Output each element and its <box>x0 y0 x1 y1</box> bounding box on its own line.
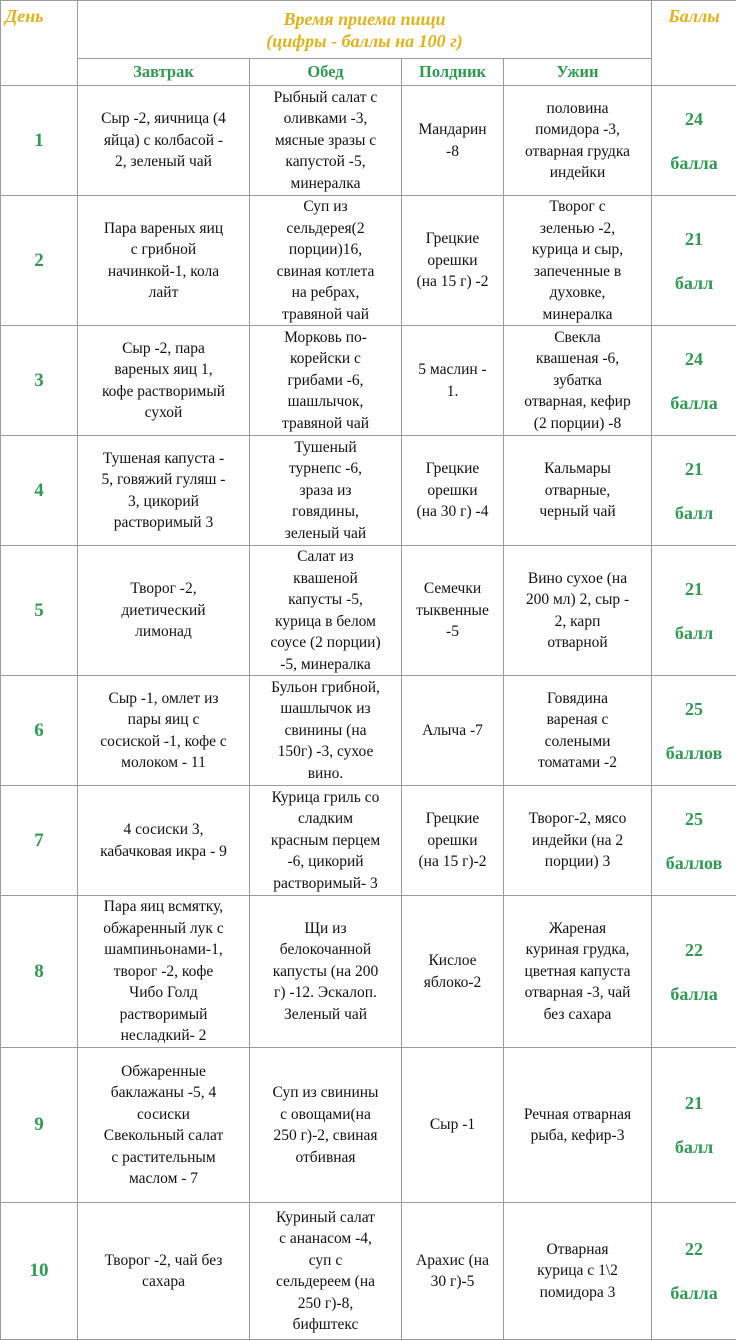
cell-line: запеченные в <box>508 261 647 283</box>
cell-line: капусты -5, <box>254 589 397 611</box>
cell-line: (на 15 г) -2 <box>406 271 499 293</box>
cell-line: 200 мл) 2, сыр - <box>508 589 647 611</box>
score-value: 21 <box>656 567 732 611</box>
cell-line: Морковь по- <box>254 327 397 349</box>
day-number: 6 <box>1 676 78 786</box>
cell-line: 1. <box>406 381 499 403</box>
score-cell <box>652 896 736 1048</box>
cell-line: курица в белом <box>254 611 397 633</box>
cell-line: -8 <box>406 141 499 163</box>
cell-line: сахара <box>82 1271 245 1293</box>
breakfast-cell <box>78 86 250 196</box>
cell-line: Курица гриль со <box>254 787 397 809</box>
score-value: 25 <box>656 687 732 731</box>
snack-header: Полдник <box>402 59 504 86</box>
day-number: 5 <box>1 546 78 676</box>
cell-line: отварная -3, чай <box>508 982 647 1004</box>
cell-line: свиная котлета <box>254 261 397 283</box>
cell-line: орешки <box>406 250 499 272</box>
cell-line: Суп из свинины <box>254 1082 397 1104</box>
cell-line: несладкий- 2 <box>82 1025 245 1047</box>
cell-line: рыба, кефир-3 <box>508 1125 647 1147</box>
cell-line: 5, говяжий гуляш - <box>82 469 245 491</box>
cell-line: белокочанной <box>254 939 397 961</box>
cell-line: вареная с <box>508 709 647 731</box>
dinner-header: Ужин <box>504 59 652 86</box>
cell-line: Обжаренные <box>82 1061 245 1083</box>
day-number: 1 <box>1 86 78 196</box>
day-number: 3 <box>1 326 78 436</box>
cell-line: индейки (на 2 <box>508 830 647 852</box>
score-unit: балл <box>656 611 732 655</box>
cell-line: куриная грудка, <box>508 939 647 961</box>
cell-line: порции) 3 <box>508 851 647 873</box>
score-unit: балла <box>656 141 732 185</box>
cell-line: Творог с <box>508 196 647 218</box>
table-row <box>1 546 736 676</box>
cell-line: Говядина <box>508 688 647 710</box>
cell-line: порции)16, <box>254 239 397 261</box>
cell-line: сладким <box>254 808 397 830</box>
dinner-cell <box>504 86 652 196</box>
score-unit: баллов <box>656 841 732 885</box>
breakfast-cell <box>78 196 250 326</box>
cell-line: травяной чай <box>254 413 397 435</box>
cell-line: солеными <box>508 731 647 753</box>
cell-line: с растительным <box>82 1147 245 1169</box>
score-unit: балл <box>656 261 732 305</box>
cell-line: говядины, <box>254 501 397 523</box>
cell-line: обжаренный лук с <box>82 918 245 940</box>
meal-time-header <box>78 1 652 59</box>
cell-line: растворимый- 3 <box>254 873 397 895</box>
score-cell <box>652 546 736 676</box>
score-cell <box>652 86 736 196</box>
cell-line: турнепс -6, <box>254 458 397 480</box>
cell-line: без сахара <box>508 1004 647 1026</box>
cell-line: отбивная <box>254 1147 397 1169</box>
diet-table-body <box>1 86 736 1340</box>
cell-line: яблоко-2 <box>406 972 499 994</box>
cell-line: баклажаны -5, 4 <box>82 1082 245 1104</box>
cell-line: лайт <box>82 282 245 304</box>
cell-line: сухой <box>82 402 245 424</box>
day-number: 8 <box>1 896 78 1048</box>
score-value: 24 <box>656 97 732 141</box>
score-cell <box>652 1048 736 1203</box>
table-row <box>1 1048 736 1203</box>
day-number: 2 <box>1 196 78 326</box>
score-header: Баллы <box>652 1 736 86</box>
score-unit: баллов <box>656 731 732 775</box>
cell-line: половина <box>508 98 647 120</box>
cell-line: минералка <box>508 304 647 326</box>
cell-line: индейки <box>508 162 647 184</box>
score-unit: балла <box>656 972 732 1016</box>
snack-cell <box>402 436 504 546</box>
cell-line: 250 г)-2, свиная <box>254 1125 397 1147</box>
cell-line: 2, карп <box>508 611 647 633</box>
cell-line: шашлычок из <box>254 698 397 720</box>
cell-line: травяной чай <box>254 304 397 326</box>
cell-line: грибами -6, <box>254 370 397 392</box>
snack-cell <box>402 1048 504 1203</box>
score-unit: балл <box>656 1125 732 1169</box>
cell-line: тыквенные <box>406 600 499 622</box>
cell-line: 150г) -3, сухое <box>254 741 397 763</box>
cell-line: зеленью -2, <box>508 218 647 240</box>
lunch-cell <box>250 436 402 546</box>
cell-line: Творог -2, <box>82 578 245 600</box>
dinner-cell <box>504 676 652 786</box>
cell-line: Куриный салат <box>254 1207 397 1229</box>
breakfast-cell <box>78 326 250 436</box>
cell-line: Зеленый чай <box>254 1004 397 1026</box>
cell-line: -5, минералка <box>254 654 397 676</box>
cell-line: (2 порции) -8 <box>508 413 647 435</box>
cell-line: 30 г)-5 <box>406 1271 499 1293</box>
cell-line: Алыча -7 <box>406 720 499 742</box>
day-number: 10 <box>1 1203 78 1340</box>
cell-line: отварная грудка <box>508 141 647 163</box>
lunch-cell <box>250 1203 402 1340</box>
score-unit: балла <box>656 1271 732 1315</box>
cell-line: Бульон грибной, <box>254 677 397 699</box>
cell-line: Сыр -2, яичница (4 <box>82 108 245 130</box>
cell-line: зеленый чай <box>254 523 397 545</box>
breakfast-header: Завтрак <box>78 59 250 86</box>
cell-line: пары яиц с <box>82 709 245 731</box>
cell-line: Жареная <box>508 918 647 940</box>
cell-line: -5 <box>406 621 499 643</box>
cell-line: 250 г)-8, <box>254 1293 397 1315</box>
cell-line: Арахис (на <box>406 1250 499 1272</box>
cell-line: Отварная <box>508 1239 647 1261</box>
snack-cell <box>402 896 504 1048</box>
cell-line: диетический <box>82 600 245 622</box>
score-value: 25 <box>656 797 732 841</box>
snack-cell <box>402 1203 504 1340</box>
cell-line: помидора -3, <box>508 119 647 141</box>
cell-line: свинины (на <box>254 720 397 742</box>
cell-line: Семечки <box>406 578 499 600</box>
cell-line: бифштекс <box>254 1314 397 1336</box>
cell-line: лимонад <box>82 621 245 643</box>
score-cell <box>652 436 736 546</box>
cell-line: корейски с <box>254 348 397 370</box>
cell-line: помидора 3 <box>508 1282 647 1304</box>
cell-line: Свекла <box>508 327 647 349</box>
snack-cell <box>402 546 504 676</box>
cell-line: Сыр -2, пара <box>82 338 245 360</box>
cell-line: 3, цикорий <box>82 491 245 513</box>
snack-cell <box>402 676 504 786</box>
cell-line: молоком - 11 <box>82 752 245 774</box>
cell-line: квашеная -6, <box>508 348 647 370</box>
cell-line: с овощами(на <box>254 1104 397 1126</box>
score-value: 21 <box>656 217 732 261</box>
cell-line: томатами -2 <box>508 752 647 774</box>
cell-line: растворимый <box>82 1004 245 1026</box>
table-row <box>1 786 736 896</box>
cell-line: Щи из <box>254 918 397 940</box>
cell-line: -6, цикорий <box>254 851 397 873</box>
dinner-cell <box>504 1048 652 1203</box>
score-unit: балл <box>656 491 732 535</box>
score-cell <box>652 196 736 326</box>
cell-line: сельдереем (на <box>254 1271 397 1293</box>
cell-line: творог -2, кофе <box>82 961 245 983</box>
cell-line: соусе (2 порции) <box>254 632 397 654</box>
cell-line: растворимый 3 <box>82 512 245 534</box>
cell-line: орешки <box>406 830 499 852</box>
lunch-cell <box>250 326 402 436</box>
dinner-cell <box>504 436 652 546</box>
cell-line: 4 сосиски 3, <box>82 819 245 841</box>
snack-cell <box>402 86 504 196</box>
breakfast-cell <box>78 896 250 1048</box>
cell-line: Тушеная капуста - <box>82 448 245 470</box>
cell-line: кабачковая икра - 9 <box>82 841 245 863</box>
cell-line: вино. <box>254 763 397 785</box>
cell-line: Творог -2, чай без <box>82 1250 245 1272</box>
cell-line: Речная отварная <box>508 1104 647 1126</box>
dinner-cell <box>504 896 652 1048</box>
cell-line: отварная, кефир <box>508 391 647 413</box>
cell-line: красным перцем <box>254 830 397 852</box>
cell-line: Суп из <box>254 196 397 218</box>
cell-line: Вино сухое (на <box>508 568 647 590</box>
cell-line: курица с 1\2 <box>508 1260 647 1282</box>
cell-line: г) -12. Эскалоп. <box>254 982 397 1004</box>
score-cell <box>652 326 736 436</box>
cell-line: курица и сыр, <box>508 239 647 261</box>
cell-line: начинкой-1, кола <box>82 261 245 283</box>
lunch-header: Обед <box>250 59 402 86</box>
cell-line: минералка <box>254 173 397 195</box>
cell-line: Грецкие <box>406 458 499 480</box>
cell-line: вареных яиц 1, <box>82 359 245 381</box>
cell-line: (на 30 г) -4 <box>406 501 499 523</box>
cell-line: оливками -3, <box>254 108 397 130</box>
lunch-cell <box>250 676 402 786</box>
cell-line: Рыбный салат с <box>254 87 397 109</box>
score-value: 22 <box>656 1227 732 1271</box>
cell-line: Пара яиц всмятку, <box>82 896 245 918</box>
cell-line: с ананасом -4, <box>254 1228 397 1250</box>
score-cell <box>652 786 736 896</box>
table-row <box>1 196 736 326</box>
cell-line: Сыр -1, омлет из <box>82 688 245 710</box>
cell-line: шашлычок, <box>254 391 397 413</box>
table-row <box>1 436 736 546</box>
cell-line: Пара вареных яиц <box>82 218 245 240</box>
cell-line: зраза из <box>254 480 397 502</box>
cell-line: Чибо Голд <box>82 982 245 1004</box>
breakfast-cell <box>78 436 250 546</box>
lunch-cell <box>250 1048 402 1203</box>
breakfast-cell <box>78 676 250 786</box>
table-row <box>1 1203 736 1340</box>
lunch-cell <box>250 546 402 676</box>
cell-line: мясные зразы с <box>254 130 397 152</box>
cell-line: 2, зеленый чай <box>82 151 245 173</box>
dinner-cell <box>504 786 652 896</box>
day-header: День <box>1 1 78 86</box>
cell-line: 5 маслин - <box>406 359 499 381</box>
lunch-cell <box>250 86 402 196</box>
cell-line: маслом - 7 <box>82 1168 245 1190</box>
snack-cell <box>402 196 504 326</box>
cell-line: Кислое <box>406 950 499 972</box>
day-number: 9 <box>1 1048 78 1203</box>
cell-line: капусты (на 200 <box>254 961 397 983</box>
dinner-cell <box>504 196 652 326</box>
cell-line: цветная капуста <box>508 961 647 983</box>
cell-line: Сыр -1 <box>406 1114 499 1136</box>
table-row <box>1 896 736 1048</box>
cell-line: Свекольный салат <box>82 1125 245 1147</box>
cell-line: шампиньонами-1, <box>82 939 245 961</box>
score-unit: балла <box>656 381 732 425</box>
cell-line: капустой -5, <box>254 151 397 173</box>
score-value: 21 <box>656 447 732 491</box>
score-cell <box>652 676 736 786</box>
cell-line: сосиски <box>82 1104 245 1126</box>
breakfast-cell <box>78 1203 250 1340</box>
table-row <box>1 86 736 196</box>
cell-line: духовке, <box>508 282 647 304</box>
day-number: 4 <box>1 436 78 546</box>
score-value: 24 <box>656 337 732 381</box>
snack-cell <box>402 326 504 436</box>
cell-line: на ребрах, <box>254 282 397 304</box>
snack-cell <box>402 786 504 896</box>
score-value: 22 <box>656 928 732 972</box>
cell-line: суп с <box>254 1250 397 1272</box>
breakfast-cell <box>78 786 250 896</box>
cell-line: Грецкие <box>406 808 499 830</box>
score-cell <box>652 1203 736 1340</box>
cell-line: отварные, <box>508 480 647 502</box>
table-row <box>1 326 736 436</box>
breakfast-cell <box>78 546 250 676</box>
cell-line: отварной <box>508 632 647 654</box>
cell-line: Творог-2, мясо <box>508 808 647 830</box>
dinner-cell <box>504 546 652 676</box>
cell-line: орешки <box>406 480 499 502</box>
lunch-cell <box>250 896 402 1048</box>
meal-time-subtitle: (цифры - баллы на 100 г) <box>82 30 647 52</box>
cell-line: яйца) с колбасой - <box>82 130 245 152</box>
cell-line: Тушеный <box>254 437 397 459</box>
table-row <box>1 676 736 786</box>
cell-line: квашеной <box>254 568 397 590</box>
cell-line: Грецкие <box>406 228 499 250</box>
score-value: 21 <box>656 1081 732 1125</box>
cell-line: сельдерея(2 <box>254 218 397 240</box>
lunch-cell <box>250 196 402 326</box>
meal-time-title: Время приема пищи <box>82 8 647 30</box>
dinner-cell <box>504 326 652 436</box>
cell-line: кофе растворимый <box>82 381 245 403</box>
breakfast-cell <box>78 1048 250 1203</box>
dinner-cell <box>504 1203 652 1340</box>
cell-line: с грибной <box>82 239 245 261</box>
cell-line: сосиской -1, кофе с <box>82 731 245 753</box>
lunch-cell <box>250 786 402 896</box>
cell-line: Салат из <box>254 546 397 568</box>
cell-line: (на 15 г)-2 <box>406 851 499 873</box>
cell-line: Мандарин <box>406 119 499 141</box>
day-number: 7 <box>1 786 78 896</box>
cell-line: Кальмары <box>508 458 647 480</box>
cell-line: черный чай <box>508 501 647 523</box>
cell-line: зубатка <box>508 370 647 392</box>
